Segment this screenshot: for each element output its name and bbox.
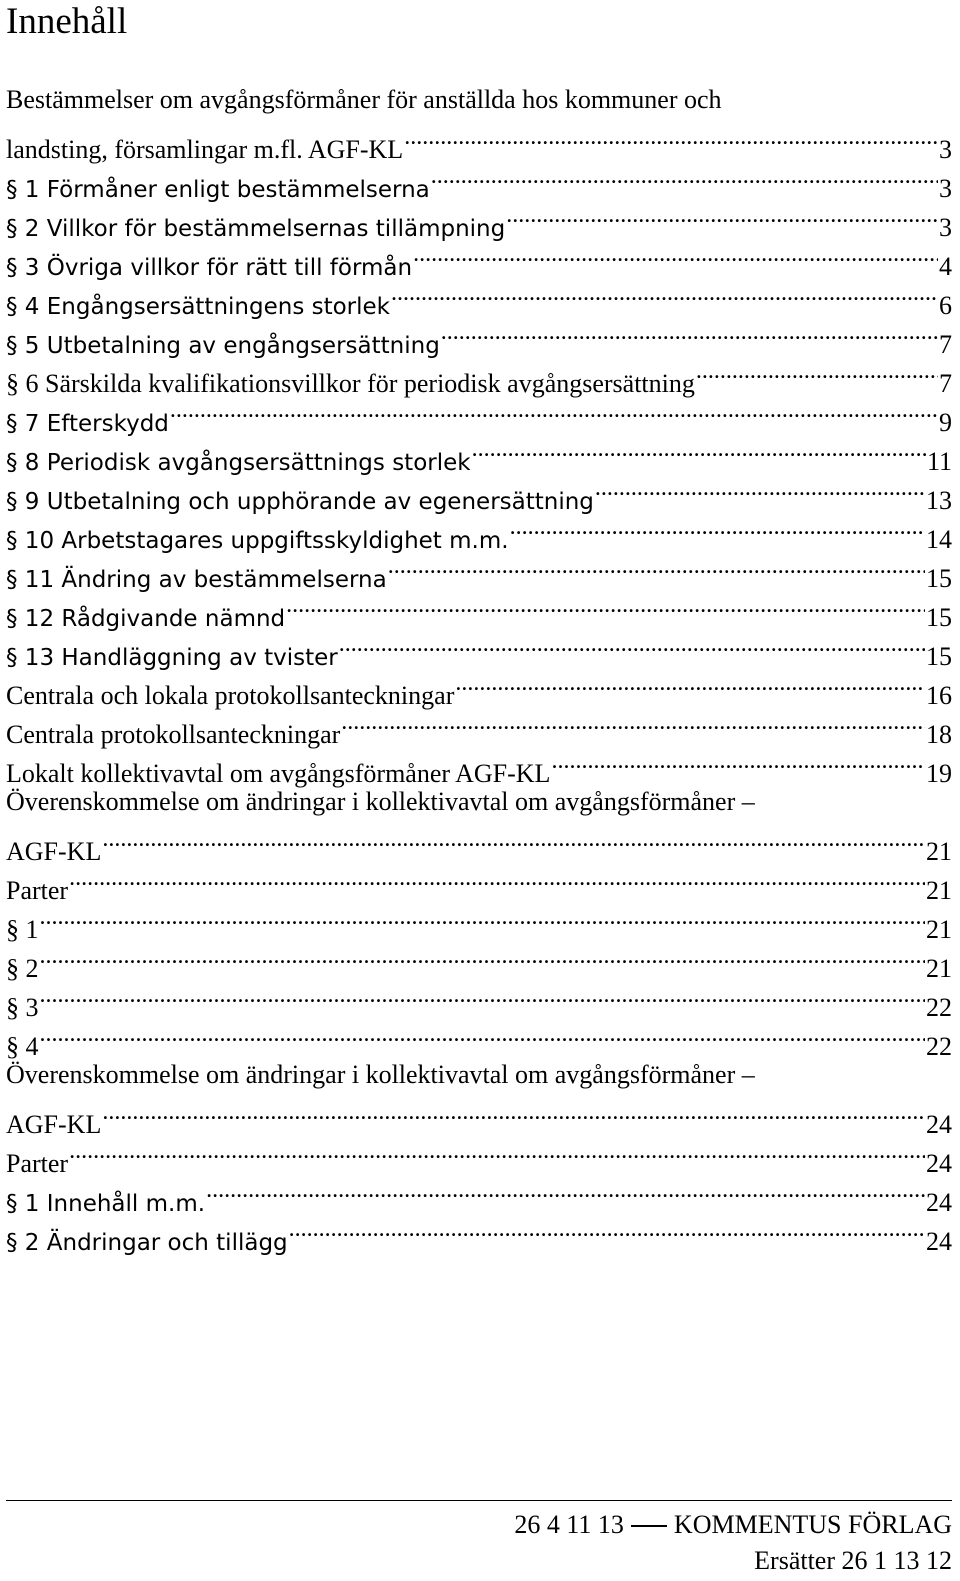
toc-section-number: § 3 bbox=[6, 255, 40, 281]
toc-entry-text bbox=[6, 1185, 205, 1224]
toc-section-number: § 1 bbox=[6, 177, 40, 203]
toc-entry-label: Övriga villkor för rätt till förmån bbox=[46, 255, 413, 281]
toc-entry-label: Utbetalning av engångsersättning bbox=[46, 333, 440, 359]
toc-entry[interactable] bbox=[6, 1016, 952, 1061]
toc-entry-text bbox=[6, 80, 722, 119]
toc-entry[interactable] bbox=[6, 938, 952, 983]
toc-entry-label: Rådgivande nämnd bbox=[61, 606, 286, 632]
toc-page-number: 24 bbox=[926, 1227, 952, 1256]
toc-section-number: § 11 bbox=[6, 567, 55, 593]
toc-page-number: 24 bbox=[926, 1188, 952, 1217]
toc-page-number: 22 bbox=[926, 1032, 952, 1061]
toc-entry[interactable] bbox=[6, 1094, 952, 1139]
toc-entry-label: Förmåner enligt bestämmelserna bbox=[46, 177, 430, 203]
toc-entry-text bbox=[6, 782, 755, 821]
toc-section-number: § 1 bbox=[6, 1191, 40, 1217]
toc-entry-text bbox=[6, 910, 39, 949]
toc-entry[interactable] bbox=[6, 119, 952, 164]
toc-page-number: 24 bbox=[926, 1110, 952, 1139]
toc-entry-text bbox=[6, 288, 390, 327]
toc-entry[interactable] bbox=[6, 1172, 952, 1217]
toc-page-number: 15 bbox=[926, 603, 952, 632]
toc-section-number: § 6 bbox=[6, 369, 39, 398]
toc-entry-text bbox=[6, 949, 39, 988]
toc-entry-label: Arbetstagares uppgiftsskyldighet m.m. bbox=[61, 528, 509, 554]
toc-entry-label: Lokalt kollektivavtal om avgångsförmåner AGF-KL bbox=[6, 759, 551, 788]
toc-entry-text bbox=[6, 327, 440, 366]
toc-leader-dots bbox=[206, 1172, 925, 1211]
toc-section-number: § 4 bbox=[6, 1032, 39, 1061]
toc-section-number: § 2 bbox=[6, 216, 40, 242]
toc-entry[interactable] bbox=[6, 1133, 952, 1178]
footer-divider bbox=[6, 1500, 952, 1501]
toc-entry-label: Villkor för bestämmelsernas tillämpning bbox=[46, 216, 506, 242]
toc-entry-label: Handläggning av tvister bbox=[61, 645, 338, 671]
toc-section-number: § 4 bbox=[6, 294, 40, 320]
toc-entry-text bbox=[6, 1144, 68, 1183]
toc-leader-dots bbox=[40, 977, 926, 1016]
toc-entry-label: Särskilda kvalifikationsvillkor för periodisk avgångsersättning bbox=[45, 369, 695, 398]
toc-leader-dots bbox=[341, 704, 925, 743]
toc-section-number: § 2 bbox=[6, 954, 39, 983]
toc-page-number: 19 bbox=[926, 759, 952, 788]
toc-page-number: 21 bbox=[926, 954, 952, 983]
toc-page-number: 16 bbox=[926, 681, 952, 710]
toc-entry-label: Engångsersättningens storlek bbox=[46, 294, 391, 320]
toc-entry-label: Ändring av bestämmelserna bbox=[61, 567, 387, 593]
toc-section-number: § 2 bbox=[6, 1230, 40, 1256]
toc-entry-text bbox=[6, 988, 39, 1027]
toc-entry[interactable] bbox=[6, 80, 952, 119]
footer-publication-line bbox=[514, 1508, 952, 1542]
toc-section-number: § 12 bbox=[6, 606, 55, 632]
toc-leader-dots bbox=[696, 353, 938, 392]
toc-entry-label: AGF-KL bbox=[6, 837, 102, 866]
toc-page-number: 9 bbox=[939, 408, 952, 437]
toc-page-number: 14 bbox=[926, 525, 952, 554]
toc-leader-dots bbox=[40, 899, 926, 938]
toc-entry-text bbox=[6, 600, 285, 639]
toc-entry-label: Periodisk avgångsersättnings storlek bbox=[46, 450, 471, 476]
footer-publisher: KOMMENTUS FÖRLAG bbox=[673, 1510, 952, 1539]
toc-leader-dots bbox=[551, 743, 925, 782]
toc-entry-label: Parter bbox=[6, 1149, 69, 1178]
toc-page-number: 7 bbox=[939, 369, 952, 398]
toc-section-number: § 3 bbox=[6, 993, 39, 1022]
toc-leader-dots bbox=[102, 1094, 925, 1133]
toc-leader-dots bbox=[404, 119, 938, 158]
page-title: Innehåll bbox=[6, 1, 128, 42]
toc-leader-dots bbox=[413, 236, 938, 275]
toc-page-number: 21 bbox=[926, 915, 952, 944]
toc-leader-dots bbox=[289, 1211, 925, 1250]
toc-entry-label: Parter bbox=[6, 876, 69, 905]
toc-entry[interactable] bbox=[6, 977, 952, 1022]
toc-page-number: 15 bbox=[926, 642, 952, 671]
toc-leader-dots bbox=[506, 197, 938, 236]
toc-entry-label: AGF-KL bbox=[6, 1110, 102, 1139]
toc-page-number: 3 bbox=[939, 213, 952, 242]
footer-dash bbox=[631, 1525, 667, 1527]
toc-page-number: 22 bbox=[926, 993, 952, 1022]
toc-leader-dots bbox=[69, 1133, 925, 1172]
toc-leader-dots bbox=[455, 665, 925, 704]
toc-leader-dots bbox=[441, 314, 938, 353]
toc-entry-text bbox=[6, 483, 594, 522]
toc-entry-text bbox=[6, 405, 169, 444]
toc-leader-dots bbox=[339, 626, 925, 665]
toc-leader-dots bbox=[286, 587, 925, 626]
toc-entry[interactable] bbox=[6, 821, 952, 866]
toc-entry-text bbox=[6, 715, 340, 754]
toc-leader-dots bbox=[472, 431, 926, 470]
toc-entry-text bbox=[6, 639, 338, 678]
toc-section-number: § 1 bbox=[6, 915, 39, 944]
toc-page-number: 11 bbox=[926, 447, 952, 476]
toc-entry-text bbox=[6, 171, 430, 210]
toc-leader-dots bbox=[391, 275, 938, 314]
toc-section-number: § 7 bbox=[6, 411, 40, 437]
toc-entry-label: Överenskommelse om ändringar i kollektivavtal om avgångsförmåner – bbox=[6, 1060, 755, 1089]
toc-leader-dots bbox=[595, 470, 925, 509]
toc-section-number: § 9 bbox=[6, 489, 40, 515]
footer-replaces: Ersätter 26 1 13 12 bbox=[754, 1546, 952, 1575]
toc-page-number: 15 bbox=[926, 564, 952, 593]
toc-entry[interactable] bbox=[6, 860, 952, 905]
toc-section-number: § 13 bbox=[6, 645, 55, 671]
toc-leader-dots bbox=[40, 1016, 926, 1055]
toc-entry-text bbox=[6, 130, 403, 169]
toc-entry-label: Ändringar och tillägg bbox=[46, 1230, 288, 1256]
toc-entry-label: Innehåll m.m. bbox=[46, 1191, 206, 1217]
table-of-contents bbox=[6, 80, 952, 1256]
toc-page-number: 13 bbox=[926, 486, 952, 515]
toc-leader-dots bbox=[431, 158, 938, 197]
toc-entry[interactable] bbox=[6, 1055, 952, 1094]
toc-page-number: 18 bbox=[926, 720, 952, 749]
toc-entry-label: landsting, församlingar m.fl. AGF-KL bbox=[6, 135, 404, 164]
toc-section-number: § 10 bbox=[6, 528, 55, 554]
toc-entry[interactable] bbox=[6, 782, 952, 821]
toc-entry-label: Utbetalning och upphörande av egenersättning bbox=[46, 489, 594, 515]
toc-leader-dots bbox=[388, 548, 925, 587]
toc-entry-label: Centrala protokollsanteckningar bbox=[6, 720, 341, 749]
toc-entry-text bbox=[6, 1224, 288, 1263]
toc-page-number: 7 bbox=[939, 330, 952, 359]
toc-page-number: 4 bbox=[939, 252, 952, 281]
toc-page-number: 21 bbox=[926, 837, 952, 866]
toc-entry-text bbox=[6, 1055, 755, 1094]
toc-leader-dots bbox=[510, 509, 925, 548]
toc-page-number: 24 bbox=[926, 1149, 952, 1178]
toc-page-number: 6 bbox=[939, 291, 952, 320]
toc-leader-dots bbox=[170, 392, 938, 431]
toc-page-number: 3 bbox=[939, 135, 952, 164]
toc-entry-label: Centrala och lokala protokollsanteckningar bbox=[6, 681, 455, 710]
toc-entry-label: Bestämmelser om avgångsförmåner för anställda hos kommuner och bbox=[6, 85, 722, 114]
toc-section-number: § 5 bbox=[6, 333, 40, 359]
toc-leader-dots bbox=[69, 860, 925, 899]
toc-page-number: 21 bbox=[926, 876, 952, 905]
footer-code: 26 4 11 13 bbox=[514, 1510, 624, 1539]
toc-leader-dots bbox=[102, 821, 925, 860]
toc-leader-dots bbox=[40, 938, 926, 977]
toc-entry[interactable] bbox=[6, 899, 952, 944]
toc-entry-label: Överenskommelse om ändringar i kollektivavtal om avgångsförmåner – bbox=[6, 787, 755, 816]
toc-section-number: § 8 bbox=[6, 450, 40, 476]
toc-entry-label: Efterskydd bbox=[46, 411, 169, 437]
toc-entry-text bbox=[6, 444, 471, 483]
toc-page-number: 3 bbox=[939, 174, 952, 203]
toc-entry-text bbox=[6, 249, 412, 288]
